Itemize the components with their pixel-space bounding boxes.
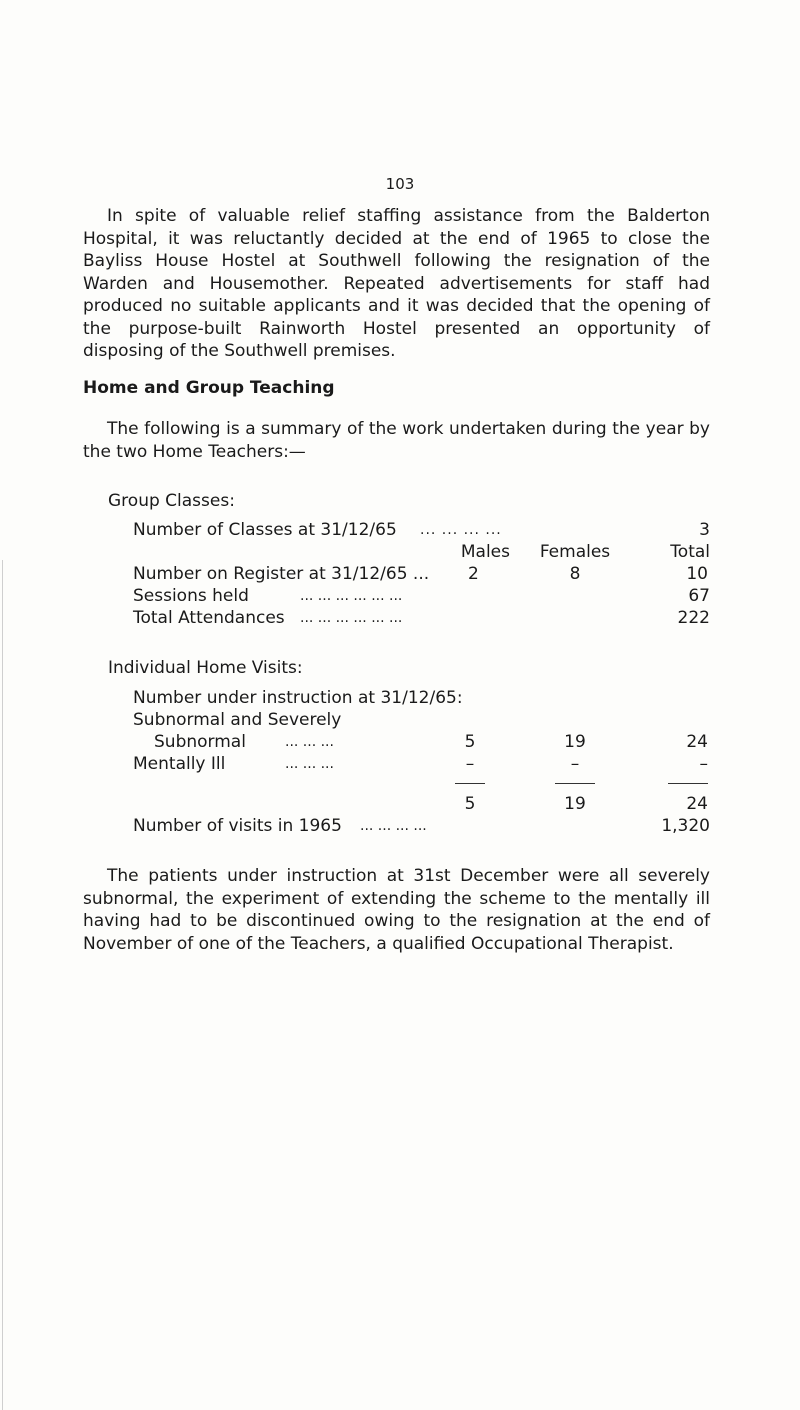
page-number: 103 (385, 175, 415, 193)
instruction-label: Number under instruction at 31/12/65: (133, 688, 463, 708)
sum-rule-females (555, 783, 595, 784)
classes-dots: ... ... ... ... (420, 522, 502, 538)
sum-rule-males (455, 783, 485, 784)
mentally-ill-males: – (465, 754, 475, 774)
col-males: Males (460, 542, 510, 562)
sessions-dots: ... ... ... ... ... ... (300, 588, 403, 604)
attendances-label: Total Attendances (133, 608, 285, 628)
mentally-ill-label: Mentally Ill (133, 754, 226, 774)
subnormal-label-2: Subnormal (154, 732, 246, 752)
subnormal-total: 24 (686, 732, 708, 752)
register-total: 10 (686, 564, 708, 584)
sum-males: 5 (464, 794, 476, 814)
attendances-value: 222 (677, 608, 710, 628)
scan-edge-line (2, 560, 3, 1410)
classes-value: 3 (699, 520, 710, 540)
visits-label: Number of visits in 1965 (133, 816, 342, 836)
subnormal-females: 19 (564, 732, 586, 752)
sessions-value: 67 (688, 586, 710, 606)
col-females: Females (539, 542, 611, 562)
mentally-ill-females: – (570, 754, 580, 774)
group-classes-title: Group Classes: (108, 491, 235, 511)
intro-paragraph: In spite of valuable relief staffing assistance from the Balderton Hospital, it was reluctantly decided at the end of 1965 to close the Bayliss House Hostel at Southwell following the resignation of the Warden and Housemother. Repeated advertisements for staff had produced no suitable applicants and it was decided that the opening of the purpose-built Rainworth Hostel presented an opportunity of disposing of the Southwell premises. (83, 206, 710, 361)
subnormal-males: 5 (464, 732, 476, 752)
home-visits-title: Individual Home Visits: (108, 658, 303, 678)
attendances-dots: ... ... ... ... ... ... (300, 610, 403, 626)
subnormal-label-1: Subnormal and Severely (133, 710, 342, 730)
classes-label: Number of Classes at 31/12/65 (133, 520, 397, 540)
mentally-ill-total: – (699, 754, 708, 774)
register-label: Number on Register at 31/12/65 ... (133, 564, 430, 584)
section-heading: Home and Group Teaching (83, 378, 335, 398)
register-males: 2 (468, 564, 479, 584)
closing-paragraph: The patients under instruction at 31st December were all severely subnormal, the experiment of extending the scheme to the mentally ill having had to be discontinued owing to the resignation at the end of November of one of the Teachers, a qualified Occupational Therapist. (83, 866, 710, 954)
sum-total: 24 (686, 794, 708, 814)
col-total: Total (670, 542, 710, 562)
mentally-ill-dots: ... ... ... (285, 756, 334, 772)
sum-females: 19 (564, 794, 586, 814)
register-females: 8 (569, 564, 581, 584)
sum-rule-total (668, 783, 708, 784)
visits-value: 1,320 (661, 816, 710, 836)
visits-dots: ... ... ... ... (360, 818, 427, 834)
subnormal-dots: ... ... ... (285, 734, 334, 750)
sessions-label: Sessions held (133, 586, 249, 606)
summary-intro: The following is a summary of the work undertaken during the year by the two Home Teachers:— (83, 419, 710, 462)
